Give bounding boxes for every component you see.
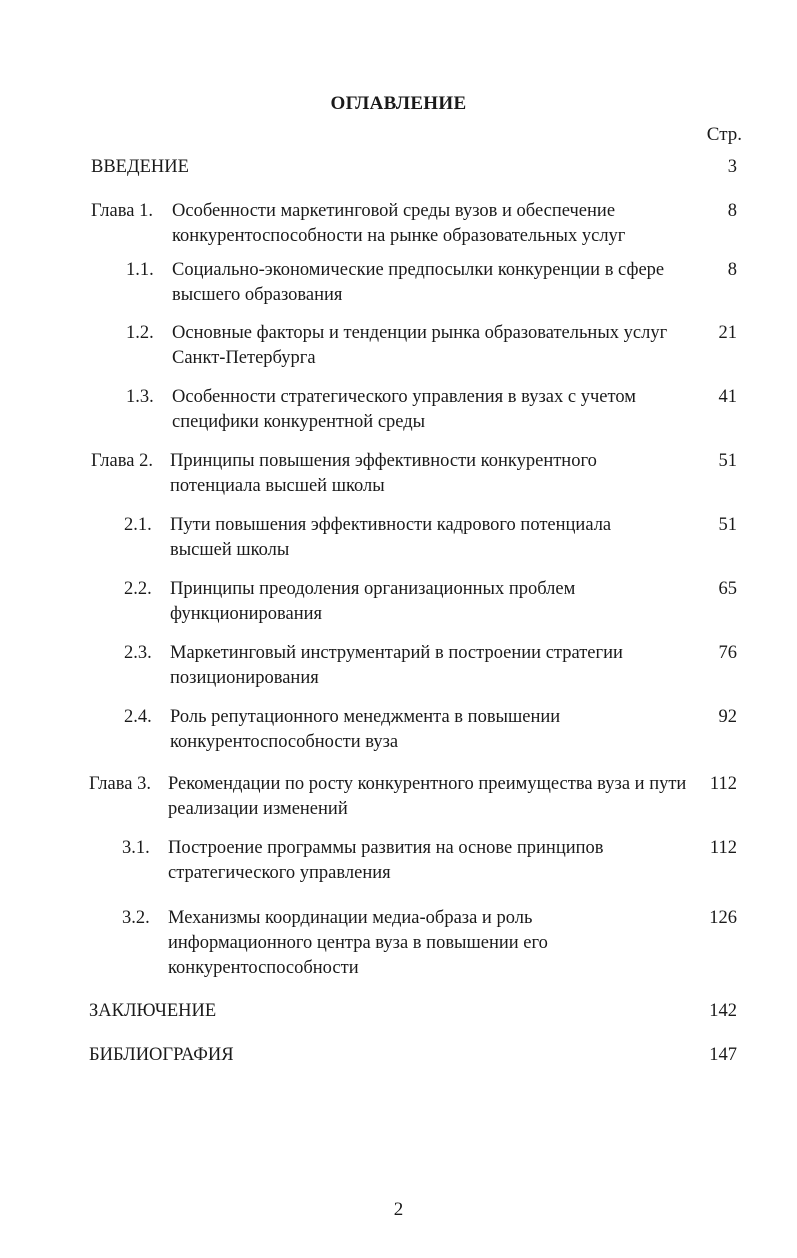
toc-entry-text: Механизмы координации медиа-образа и роль информационного центра вуза в повышении его конкурентоспособности [168, 908, 548, 978]
page-number: 2 [393, 1199, 404, 1220]
toc-entry-chapter-3 [0, 772, 797, 822]
toc-entry-section-2-4 [0, 705, 797, 755]
toc-entry-text: Особенности маркетинговой среды вузов и обеспечение конкурентоспособности на рынке образовательных услуг [172, 201, 626, 246]
toc-entry-text: БИБЛИОГРАФИЯ [89, 1045, 234, 1065]
toc-entry-label: Глава 2. [91, 451, 153, 471]
toc-entry-chapter-1 [0, 199, 797, 249]
toc-entry-page: 112 [709, 774, 737, 794]
toc-entry-label: 1.1. [126, 260, 154, 280]
toc-entry-page: 65 [718, 579, 737, 599]
toc-entry-page: 92 [718, 707, 737, 727]
toc-entry-page: 51 [718, 515, 737, 535]
toc-entry-text: Принципы повышения эффективности конкурентного потенциала высшей школы [170, 451, 597, 496]
toc-entry-text: Пути повышения эффективности кадрового потенциала высшей школы [170, 515, 612, 560]
toc-entry-page: 147 [709, 1045, 737, 1065]
toc-entry-text: Социально-экономические предпосылки конкуренции в сфере высшего образования [172, 260, 665, 305]
toc-entry-label: 1.2. [126, 323, 154, 343]
toc-entry-label: 1.3. [126, 387, 154, 407]
toc-entry-text: Построение программы развития на основе принципов стратегического управления [168, 838, 604, 883]
toc-entry-label: Глава 3. [89, 774, 151, 794]
toc-entry-page: 76 [718, 643, 737, 663]
toc-entry-label: 2.2. [124, 579, 152, 599]
toc-entry-page: 126 [709, 908, 737, 928]
toc-entry-label: 2.3. [124, 643, 152, 663]
toc-entry-page: 8 [727, 260, 737, 280]
toc-entry-label: 2.1. [124, 515, 152, 535]
toc-entry-label: Глава 1. [91, 201, 153, 221]
toc-entry-section-2-3 [0, 641, 797, 691]
toc-entry-page: 51 [718, 451, 737, 471]
toc-entry-page: 8 [727, 201, 737, 221]
toc-entry-section-2-1 [0, 513, 797, 563]
toc-entry-section-1-1 [0, 258, 797, 308]
toc-entry-text: ЗАКЛЮЧЕНИЕ [89, 1001, 217, 1021]
toc-entry-section-2-2 [0, 577, 797, 627]
toc-entry-label: 3.2. [122, 908, 150, 928]
toc-entry-label: 3.1. [122, 838, 150, 858]
toc-entry-text: ВВЕДЕНИЕ [91, 157, 189, 177]
toc-entry-page: 41 [718, 387, 737, 407]
toc-entry-page: 142 [709, 1001, 737, 1021]
toc-entry-section-3-2 [0, 906, 797, 981]
toc-entry-section-1-3 [0, 385, 797, 435]
toc-entry-page: 112 [709, 838, 737, 858]
toc-entry-label: 2.4. [124, 707, 152, 727]
toc-entry-page: 21 [718, 323, 737, 343]
toc-entry-chapter-2 [0, 449, 797, 499]
toc-entry-section-1-2 [0, 321, 797, 371]
page-column-header: Стр. [706, 124, 742, 145]
toc-entry-conclusion [0, 999, 797, 1024]
toc-entry-page: 3 [727, 157, 737, 177]
toc-entry-text: Рекомендации по росту конкурентного преимущества вуза и пути реализации изменений [168, 774, 687, 819]
toc-entry-text: Основные факторы и тенденции рынка образовательных услуг Санкт-Петербурга [172, 323, 668, 368]
toc-entry-text: Принципы преодоления организационных проблем функционирования [170, 579, 576, 624]
toc-entry-text: Маркетинговый инструментарий в построении стратегии позиционирования [170, 643, 623, 688]
toc-title: ОГЛАВЛЕНИЕ [330, 93, 467, 114]
toc-entry-text: Особенности стратегического управления в вузах с учетом специфики конкурентной среды [172, 387, 636, 432]
toc-entry-section-3-1 [0, 836, 797, 886]
toc-entry-bibliography [0, 1043, 797, 1068]
toc-entry-text: Роль репутационного менеджмента в повышении конкурентоспособности вуза [170, 707, 561, 752]
toc-entry-introduction [0, 155, 797, 180]
